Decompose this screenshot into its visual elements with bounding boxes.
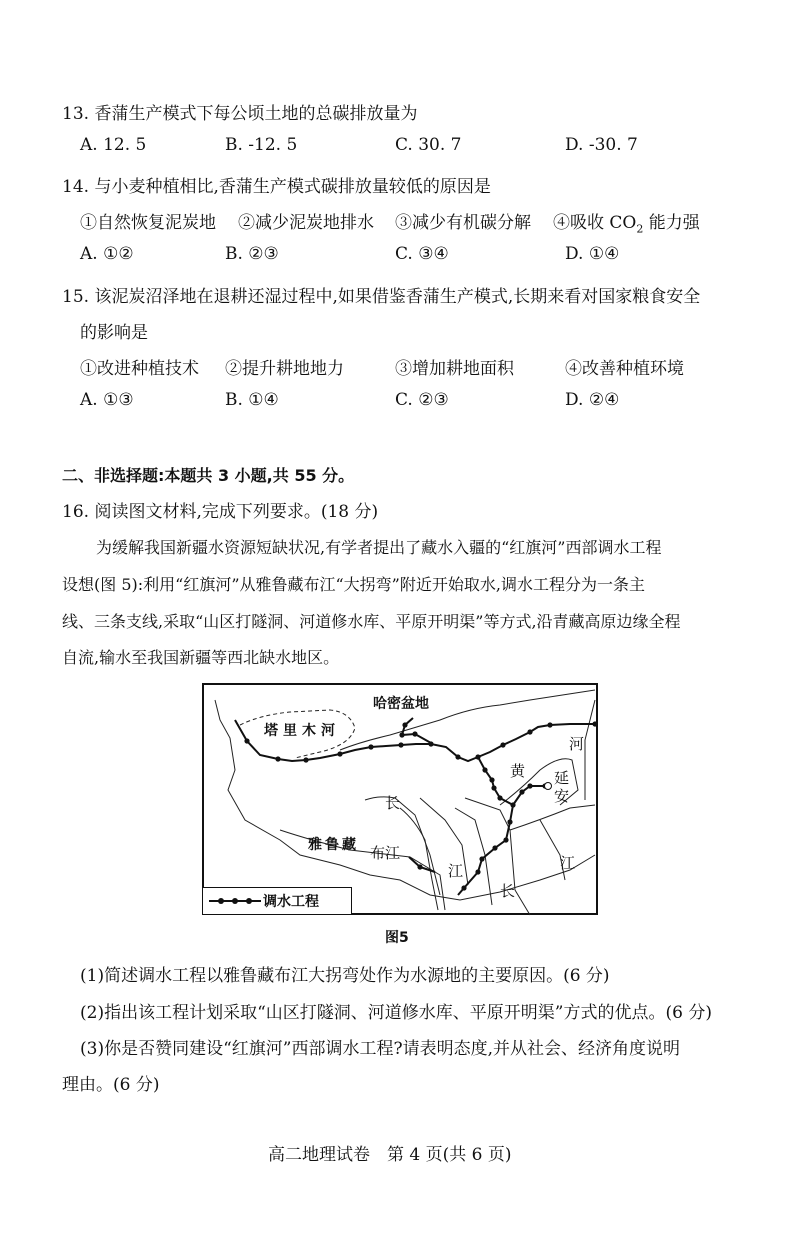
route-node	[475, 869, 480, 874]
label-tarim-river: 塔里木河	[264, 723, 340, 739]
q16-para-line: 自流,输水至我国新疆等西北缺水地区。	[62, 648, 340, 667]
q16-para-line: 设想(图 5):利用“红旗河”从雅鲁藏布江“大拐弯”附近开始取水,调水工程分为一条主	[62, 575, 645, 594]
route-node	[527, 729, 532, 734]
route-node	[428, 741, 433, 746]
q14-item-4-text: ④吸收 CO	[553, 213, 637, 233]
route-node	[417, 864, 422, 869]
q13-option-d: D. -30. 7	[565, 135, 638, 155]
q14-item-4	[553, 208, 700, 235]
route-legend-icon	[207, 888, 263, 914]
water-transfer-map	[200, 680, 600, 920]
q16-sub-3: (3)你是否赞同建设“红旗河”西部调水工程?请表明态度,并从社会、经济角度说明	[80, 1039, 680, 1059]
label-jiang-1: 江	[448, 862, 464, 880]
route-node	[368, 744, 373, 749]
q14-option-b: B. ②③	[225, 244, 279, 264]
route-node	[592, 721, 597, 726]
label-yarlung-1: 雅鲁藏	[308, 837, 359, 853]
q15-stem: 15. 该泥炭沼泽地在退耕还湿过程中,如果借鉴香蒲生产模式,长期来看对国家粮食安全	[62, 287, 701, 307]
route-node	[244, 738, 249, 743]
water-transfer-route	[513, 786, 545, 805]
q14-option-c: C. ③④	[395, 244, 449, 264]
map-legend	[203, 887, 352, 914]
figure-caption: 图5	[385, 930, 409, 946]
q15-option-c: C. ②③	[395, 390, 449, 410]
page-footer: 高二地理试卷 第 4 页(共 6 页)	[268, 1145, 512, 1165]
q16-stem: 16. 阅读图文材料,完成下列要求。(18 分)	[62, 502, 379, 522]
route-node	[303, 757, 308, 762]
route-node	[398, 742, 403, 747]
section-heading: 二、非选择题:本题共 3 小题,共 55 分。	[62, 466, 355, 485]
route-node	[412, 731, 417, 736]
q16-sub-2: (2)指出该工程计划采取“山区打隧洞、河道修水库、平原开明渠”方式的优点。(6 分)	[80, 1003, 712, 1023]
route-node	[500, 742, 505, 747]
q16-para-line: 为缓解我国新疆水资源短缺状况,有学者提出了藏水入疆的“红旗河”西部调水工程	[96, 538, 662, 557]
route-node	[510, 802, 515, 807]
label-chang-1: 长	[385, 794, 401, 812]
route-node	[489, 777, 494, 782]
q14-item-1: ①自然恢复泥炭地	[80, 213, 216, 233]
q14-item-4-tail: 能力强	[648, 213, 700, 233]
route-node	[399, 732, 404, 737]
route-node	[527, 783, 532, 788]
label-chang-2: 长	[500, 882, 516, 900]
route-node	[497, 795, 502, 800]
q13-option-b: B. -12. 5	[225, 135, 298, 155]
q15-item-4: ④改善种植环境	[565, 359, 684, 379]
route-node	[275, 756, 280, 761]
label-he: 河	[569, 735, 585, 753]
q13-option-a: A. 12. 5	[80, 135, 147, 155]
q14-item-4-sub: 2	[636, 222, 644, 236]
q13-stem: 13. 香蒲生产模式下每公顷土地的总碳排放量为	[62, 104, 418, 124]
legend-label: 调水工程	[263, 894, 319, 910]
route-node	[491, 785, 496, 790]
route-node	[337, 751, 342, 756]
q15-option-d: D. ②④	[565, 390, 620, 410]
route-node	[547, 722, 552, 727]
q14-stem: 14. 与小麦种植相比,香蒲生产模式碳排放量较低的原因是	[62, 177, 491, 197]
route-node	[519, 789, 524, 794]
route-node	[475, 754, 480, 759]
q15-item-2: ②提升耕地地力	[225, 359, 344, 379]
route-node	[461, 885, 466, 890]
yanan-city-marker	[545, 783, 552, 790]
label-an: 安	[554, 787, 570, 805]
q14-option-d: D. ①④	[565, 244, 620, 264]
q14-item-2: ②减少泥炭地排水	[238, 213, 374, 233]
q15-option-a: A. ①③	[80, 390, 134, 410]
route-node	[402, 722, 407, 727]
q14-option-a: A. ①②	[80, 244, 134, 264]
route-node	[492, 845, 497, 850]
q15-item-3: ③增加耕地面积	[395, 359, 514, 379]
label-jiang-2: 江	[560, 854, 576, 872]
route-node	[455, 754, 460, 759]
q15-stem-cont: 的影响是	[80, 323, 148, 343]
q15-option-b: B. ①④	[225, 390, 279, 410]
q15-item-1: ①改进种植技术	[80, 359, 199, 379]
route-node	[479, 856, 484, 861]
route-node	[503, 837, 508, 842]
q14-item-3: ③减少有机碳分解	[395, 213, 531, 233]
route-node	[482, 767, 487, 772]
label-yarlung-2: 布江	[370, 844, 401, 862]
q16-sub-3-cont: 理由。(6 分)	[62, 1075, 160, 1095]
route-node	[507, 819, 512, 824]
label-huang: 黄	[510, 762, 526, 780]
label-yan: 延	[554, 769, 570, 787]
q16-para-line: 线、三条支线,采取“山区打隧洞、河道修水库、平原开明渠”等方式,沿青藏高原边缘全程	[62, 612, 681, 631]
label-hami-basin: 哈密盆地	[373, 696, 429, 712]
q16-sub-1: (1)简述调水工程以雅鲁藏布江大拐弯处作为水源地的主要原因。(6 分)	[80, 966, 610, 986]
q13-option-c: C. 30. 7	[395, 135, 462, 155]
